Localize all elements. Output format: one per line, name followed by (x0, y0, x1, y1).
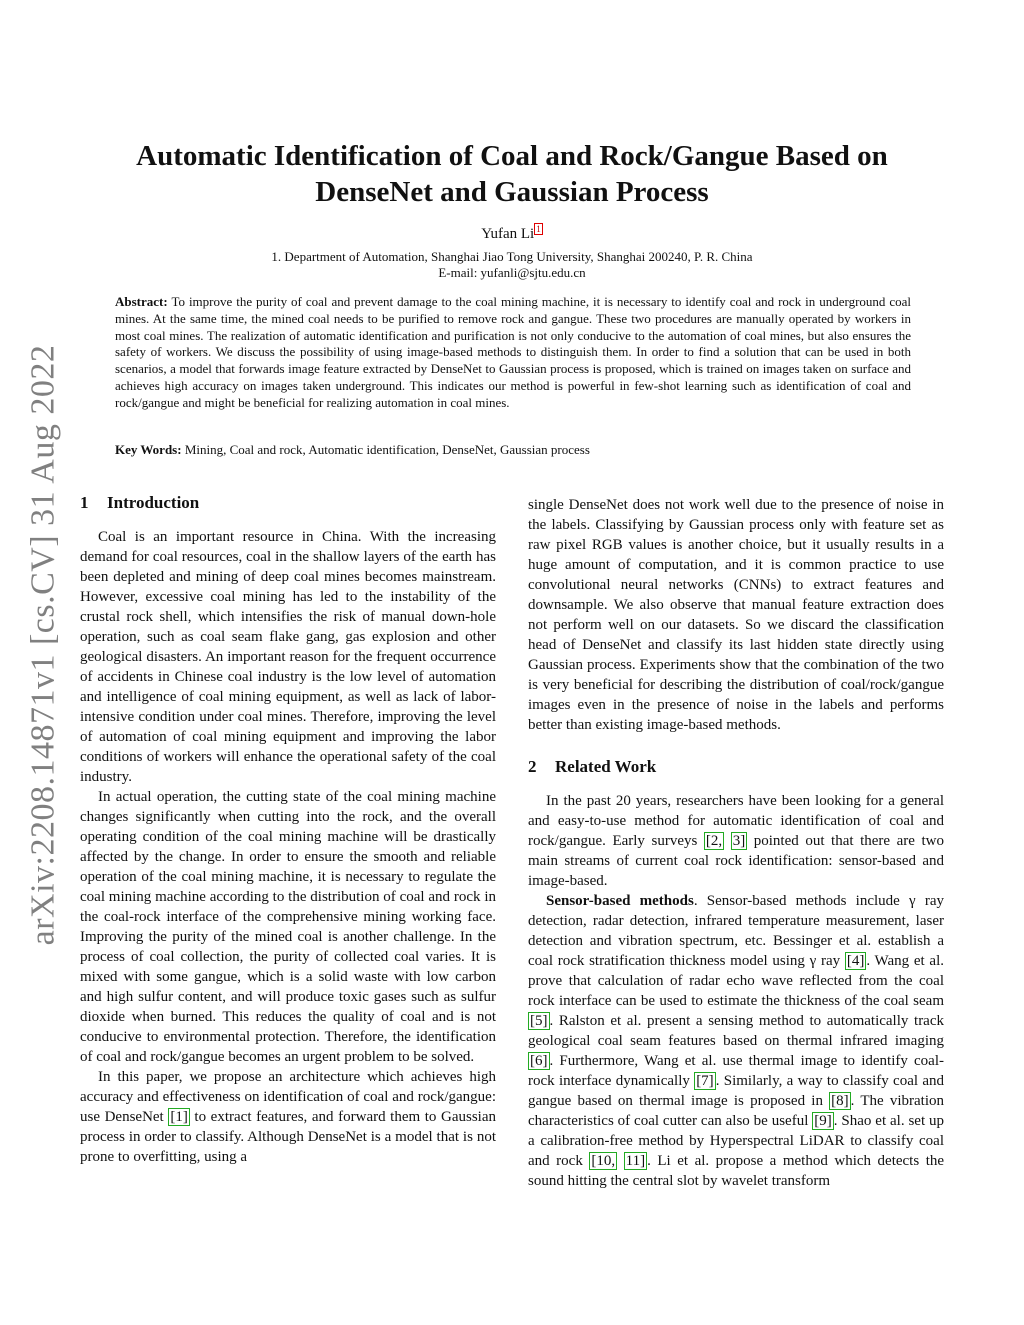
citation-7[interactable]: [7] (696, 1073, 714, 1089)
right-column (528, 495, 944, 1191)
affiliation-block (80, 249, 944, 281)
keywords (115, 442, 911, 458)
citation-8[interactable]: [8] (831, 1093, 849, 1109)
citation-5[interactable]: [5] (530, 1013, 548, 1029)
related-p2-s2: . Wang et al. prove that calculation of radar echo wave reflected from the coal rock interface can be used to estimate the thickness of the coal seam (528, 953, 945, 1009)
author-name: Yufan Li (481, 226, 535, 242)
related-p2-s3: . Ralston et al. present a sensing method to automatically track geological coal seam features based on thermal infrared imaging (528, 1013, 944, 1049)
section-title: Related Work (555, 757, 657, 776)
arxiv-stamp (12, 330, 74, 960)
intro-p3-text-a: In this paper, we propose an architecture which achieves high accuracy and effectiveness on identification of coal and rock/gangue: use DenseNet (80, 1069, 496, 1125)
section-title: Introduction (107, 493, 200, 512)
left-column (80, 493, 496, 1167)
intro-paragraph-3 (80, 1067, 496, 1167)
intro-p3-text-b: to extract features, and forward them to Gaussian process in order to classify. Although DenseNet is a model that is not prone to overfitting, using a (80, 1109, 497, 1165)
citation-9[interactable]: [9] (814, 1113, 832, 1129)
abstract-label: Abstract: (115, 294, 168, 309)
section-number: 1 (80, 493, 89, 512)
email: E-mail: yufanli@sjtu.edu.cn (438, 265, 586, 280)
abstract-text: To improve the purity of coal and prevent damage to the coal mining machine, it is necessary to identify coal and rock in underground coal mines. At the same time, the mined coal needs to be purified to remove rock and gangue. These two procedures are manually operated by workers in most coal mines. The realization of automatic identification and purification is not only conducive to the automation of coal mines, but also ensures the safety of workers. We discuss the possibility of using image-based methods to distinguish them. In order to find a solution that can be used in both scenarios, a model that forwards image feature extracted by DenseNet to Gaussian process is proposed, which is trained on images taken on surface and achieves high accuracy on images taken underground. This indicates our method is powerful in few-shot learning such as identification of coal and rock/gangue and might be beneficial for realizing automation in coal mines. (115, 294, 912, 410)
intro-paragraph-1: Coal is an important resource in China. With the increasing demand for coal resources, coal in the shallow layers of the earth has been depleted and mining of deep coal mines becomes mainstream. However, excessive coal mining has led to the instability of the crustal rock shell, which intensifies the risk of manual down-hole operation, such as coal seam flake gang, gas explosion and other geological disasters. An important reason for the frequent occurrence of accidents in Chinese coal industry is the low level of automation and intelligence of coal mining equipment, as well as lack of labor-intensive condition under coal mines. Therefore, improving the level of automation of coal mining equipment and improving the labor conditions of workers will enhance the operational safety of the coal industry. (80, 529, 496, 785)
keywords-text: Mining, Coal and rock, Automatic identification, DenseNet, Gaussian process (184, 442, 590, 457)
sensor-based-label: Sensor-based methods (546, 893, 694, 909)
citation-2[interactable]: [2, (705, 833, 723, 849)
citation-10[interactable]: [10, (591, 1153, 616, 1169)
intro-continuation: single DenseNet does not work well due to the presence of noise in the labels. Classifying by Gaussian process only with feature set as raw pixel RGB values is another choice, but it usually results in a huge amount of computation, and it is common practice to use convolutional neural networks (CNNs) to extract features and downsample. We also observe that manual feature extraction does not perform well on our datasets. So we discard the classification head of DenseNet and classify its last hidden state directly using Gaussian process. Experiments show that the combination of the two is very beneficial for describing the distribution of coal/rock/gangue images even in the presence of noise in the labels and performs better than existing image-based methods. (528, 497, 944, 733)
section-number: 2 (528, 757, 537, 776)
related-p2-s7: . Shao et al. set up a calibration-free method by Hyperspectral LiDAR to classify coal and rock (528, 1113, 944, 1169)
related-p1-text-b: pointed out that there are two main streams of current coal rock identification: sensor-based and image-based. (528, 833, 945, 889)
related-paragraph-2 (528, 891, 944, 1191)
related-p2-s5: . Similarly, a way to classify coal and gangue based on thermal image is proposed in (528, 1073, 944, 1109)
citation-3[interactable]: 3] (732, 833, 746, 849)
citation-1[interactable]: [1] (170, 1109, 188, 1125)
related-paragraph-1 (528, 791, 944, 891)
citation-6[interactable]: [6] (530, 1053, 548, 1069)
citation-11[interactable]: 11] (625, 1153, 646, 1169)
related-p2-s4: . Furthermore, Wang et al. use thermal image to identify coal-rock interface dynamically (528, 1053, 944, 1089)
paper-title: Automatic Identification of Coal and Rock/Gangue Based on DenseNet and Gaussian Process (136, 140, 888, 208)
related-p1-text-a: In the past 20 years, researchers have been looking for a general and easy-to-use method for automatic identification of coal and rock/gangue. Early surveys (528, 793, 944, 849)
affiliation: 1. Department of Automation, Shanghai Jiao Tong University, Shanghai 200240, P. R. China (271, 249, 753, 264)
related-p2-s6: . The vibration characteristics of coal cutter can also be useful (528, 1093, 944, 1129)
related-p2-s8: . Li et al. propose a method which detects the sound hitting the central slot by wavelet transform (528, 1153, 945, 1189)
arxiv-id: arXiv:2208.14871v1 [cs.CV] 31 Aug 2022 (24, 344, 61, 946)
keywords-label: Key Words: (115, 442, 182, 457)
author-line (80, 225, 944, 243)
related-p2-s1: . Sensor-based methods include γ ray detection, radar detection, infrared temperature measurement, laser detection and vibration spectrum, etc. Bessinger et al. establish a coal rock stratification thickness model using γ ray (528, 893, 944, 969)
citation-4[interactable]: [4] (846, 953, 865, 969)
author-affiliation-mark[interactable]: 1 (536, 224, 541, 234)
section-heading-introduction (80, 493, 496, 513)
section-heading-related-work (528, 757, 944, 777)
intro-paragraph-2: In actual operation, the cutting state of the coal mining machine changes significantly when cutting into the rock, and the overall operating condition of the coal mining machine will be drastically affected by the change. In order to ensure the smooth and reliable operation of the coal mining machine, it is necessary to regulate the coal mining machine according to the distribution of coal and rock in the coal-rock interface of the comprehensive mining working face. Improving the purity of the mined coal is another challenge. In the process of coal collection, the purity of collected coal varies. It is mixed with some gangue, which is a solid waste with low carbon and high sulfur content, and will produce toxic gases such as sulfur dioxide when burned. This reduces the quality of coal and is not conducive to environmental protection. Therefore, the identification of coal and rock/gangue becomes an urgent problem to be solved. (80, 789, 496, 1065)
abstract (115, 294, 911, 412)
